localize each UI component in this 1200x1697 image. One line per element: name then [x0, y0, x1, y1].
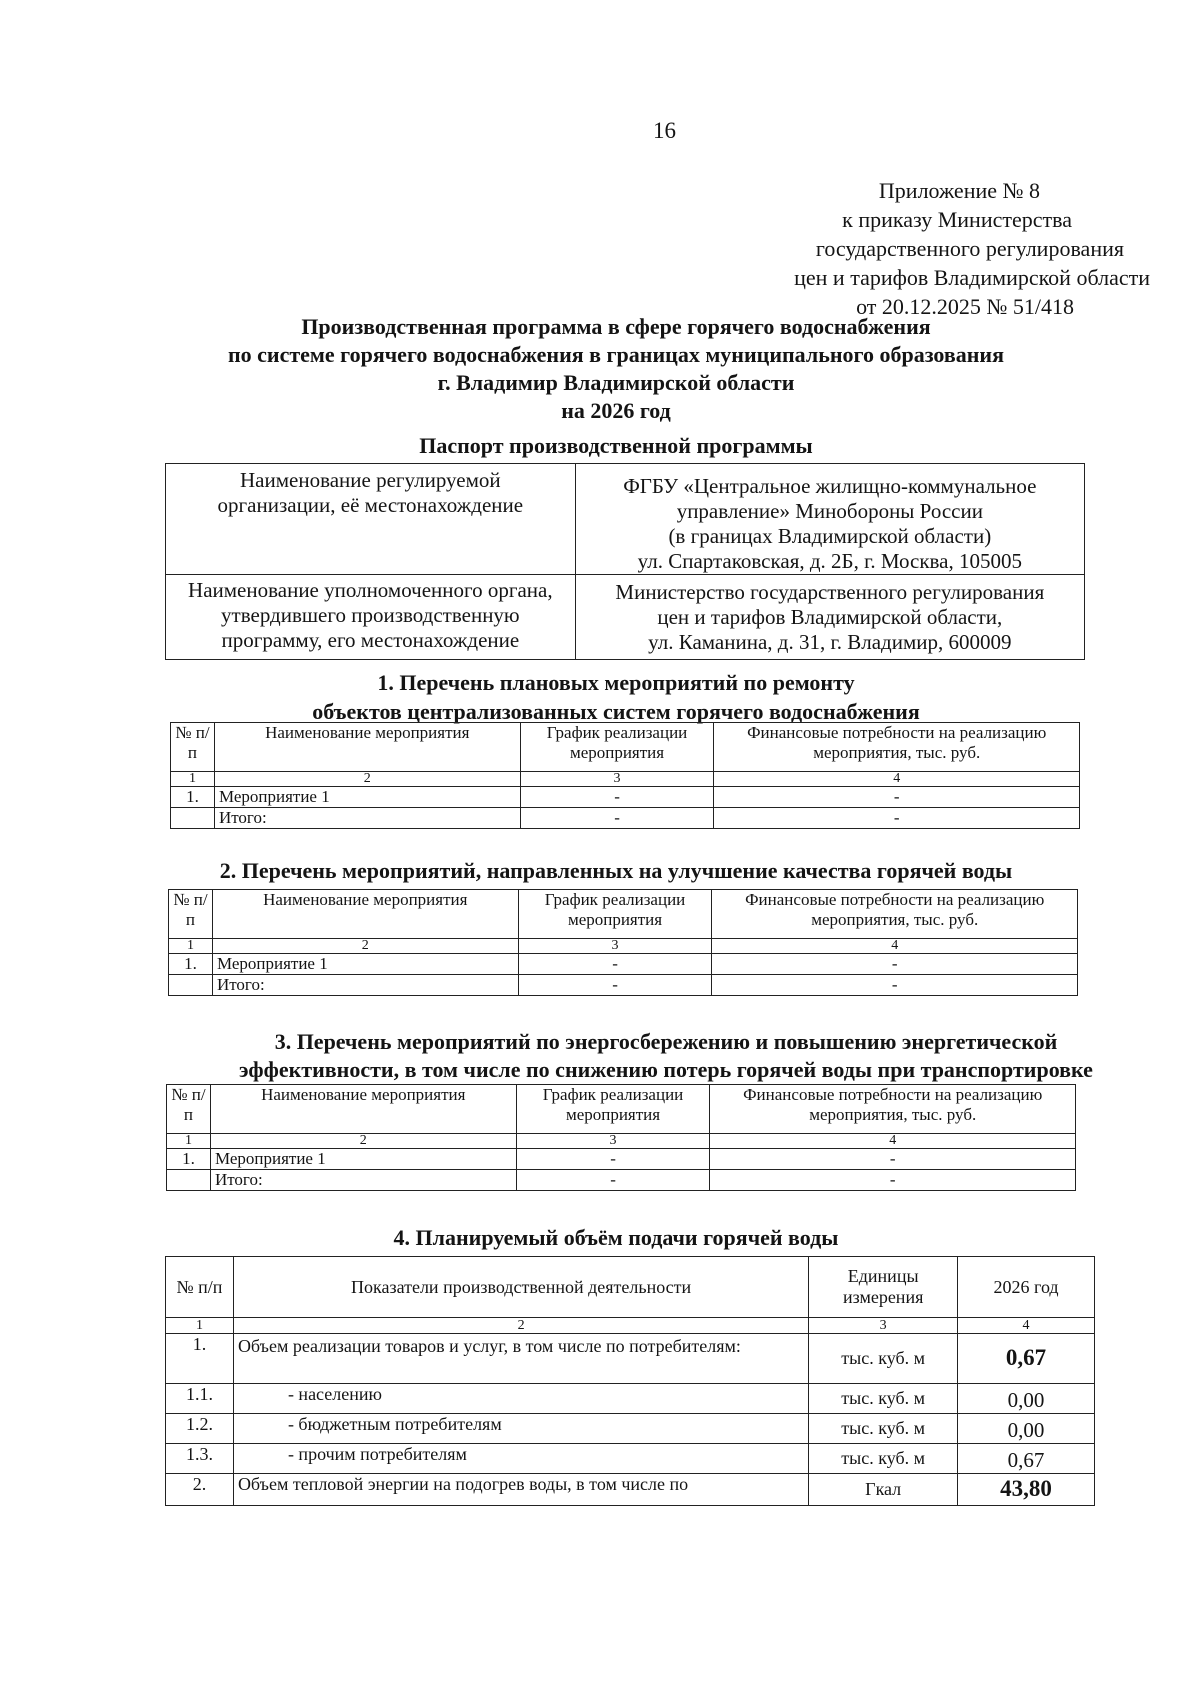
column-number: 1	[171, 772, 215, 787]
appendix-line: от 20.12.2025 № 51/418	[856, 294, 1074, 319]
passport-value-line: ул. Спартаковская, д. 2Б, г. Москва, 105005	[637, 549, 1022, 573]
indicator-name: - прочим потребителям	[233, 1444, 808, 1474]
value-2026: 0,67	[958, 1334, 1095, 1384]
table-header-row	[166, 1257, 1095, 1318]
table-row	[166, 1334, 1095, 1384]
total-cost: -	[710, 1170, 1076, 1191]
section3-heading	[166, 1028, 1166, 1084]
total-row	[171, 808, 1080, 829]
row-number	[171, 808, 215, 829]
appendix-line: цен и тарифов Владимирской области	[794, 265, 1150, 290]
appendix-line: Приложение № 8	[878, 178, 1040, 203]
column-number: 3	[809, 1318, 958, 1334]
indicator-name: Объем тепловой энергии на подогрев воды, в том числе по	[233, 1474, 808, 1506]
column-number: 3	[516, 1134, 710, 1149]
section1-table	[170, 722, 1080, 829]
passport-label: Наименование уполномоченного органа, утвердившего производственную программу, его местонахождение	[166, 575, 576, 660]
row-number	[167, 1170, 211, 1191]
passport-label: Наименование регулируемой организации, её местонахождение	[166, 464, 576, 575]
table-row	[166, 1444, 1095, 1474]
header-cell: Финансовые потребности на реализацию мероприятия, тыс. руб.	[710, 1085, 1076, 1134]
column-number: 4	[712, 939, 1078, 954]
indicator-name: - бюджетным потребителям	[233, 1414, 808, 1444]
table-header-row	[169, 890, 1078, 939]
row-number: 1.	[171, 787, 215, 808]
header-cell: № п/п	[171, 723, 215, 772]
header-cell: Наименование мероприятия	[210, 1085, 516, 1134]
column-number: 3	[518, 939, 712, 954]
header-cell: № п/п	[167, 1085, 211, 1134]
unit: тыс. куб. м	[809, 1444, 958, 1474]
activity-name: Мероприятие 1	[210, 1149, 516, 1170]
activity-name: Мероприятие 1	[214, 787, 520, 808]
column-number: 4	[958, 1318, 1095, 1334]
unit: Гкал	[809, 1474, 958, 1506]
header-cell: Показатели производственной деятельности	[233, 1257, 808, 1318]
activity-schedule: -	[516, 1149, 710, 1170]
total-cost: -	[714, 808, 1080, 829]
total-cost: -	[712, 975, 1078, 996]
total-label: Итого:	[210, 1170, 516, 1191]
heading-line: 3. Перечень мероприятий по энергосбережению и повышению энергетической	[274, 1029, 1058, 1054]
header-cell: График реализации мероприятия	[516, 1085, 710, 1134]
total-schedule: -	[516, 1170, 710, 1191]
header-cell: Финансовые потребности на реализацию мероприятия, тыс. руб.	[714, 723, 1080, 772]
value-2026: 0,00	[958, 1414, 1095, 1444]
total-label: Итого:	[214, 808, 520, 829]
row-number: 1.3.	[166, 1444, 234, 1474]
column-number: 2	[214, 772, 520, 787]
header-cell: Единицы измерения	[809, 1257, 958, 1318]
header-cell: График реализации мероприятия	[518, 890, 712, 939]
column-number: 1	[167, 1134, 211, 1149]
passport-value-line: (в границах Владимирской области)	[668, 524, 992, 548]
unit: тыс. куб. м	[809, 1334, 958, 1384]
heading-line: объектов централизованных систем горячего водоснабжения	[312, 699, 920, 724]
row-number: 1.2.	[166, 1414, 234, 1444]
column-number: 1	[169, 939, 213, 954]
appendix-block	[700, 176, 1150, 321]
page-number: 16	[653, 118, 676, 143]
passport-value-line: управление» Минобороны России	[676, 499, 983, 523]
section1-heading	[116, 668, 1116, 726]
heading-line: 1. Перечень плановых мероприятий по ремонту	[377, 670, 855, 695]
column-number: 1	[166, 1318, 234, 1334]
passport-value-line: цен и тарифов Владимирской области,	[657, 605, 1003, 629]
total-row	[169, 975, 1078, 996]
row-number: 1.	[166, 1334, 234, 1384]
passport-value-line: ФГБУ «Центральное жилищно-коммунальное	[623, 474, 1037, 498]
unit: тыс. куб. м	[809, 1384, 958, 1414]
passport-value	[575, 464, 1084, 575]
activity-name: Мероприятие 1	[212, 954, 518, 975]
column-number: 2	[233, 1318, 808, 1334]
column-number: 4	[714, 772, 1080, 787]
table-row	[169, 954, 1078, 975]
column-number: 2	[210, 1134, 516, 1149]
activity-cost: -	[712, 954, 1078, 975]
title-line: г. Владимир Владимирской области	[437, 370, 795, 395]
section2-table	[168, 889, 1078, 996]
document-title	[116, 313, 1116, 425]
section3-table	[166, 1084, 1076, 1191]
title-line: Производственная программа в сфере горячего водоснабжения	[301, 314, 931, 339]
column-number: 4	[710, 1134, 1076, 1149]
activity-schedule: -	[520, 787, 714, 808]
section2-heading: 2. Перечень мероприятий, направленных на улучшение качества горячей воды	[219, 858, 1013, 883]
column-number-row	[169, 939, 1078, 954]
table-row	[167, 1149, 1076, 1170]
row-number: 2.	[166, 1474, 234, 1506]
header-cell: График реализации мероприятия	[520, 723, 714, 772]
row-number: 1.	[169, 954, 213, 975]
value-2026: 43,80	[958, 1474, 1095, 1506]
appendix-line: к приказу Министерства	[842, 207, 1072, 232]
header-cell: № п/п	[169, 890, 213, 939]
column-number-row	[166, 1318, 1095, 1334]
activity-schedule: -	[518, 954, 712, 975]
table-header-row	[171, 723, 1080, 772]
header-cell: № п/п	[166, 1257, 234, 1318]
table-header-row	[167, 1085, 1076, 1134]
table-row	[166, 1384, 1095, 1414]
column-number: 3	[520, 772, 714, 787]
title-line: на 2026 год	[561, 398, 671, 423]
header-cell: Финансовые потребности на реализацию мероприятия, тыс. руб.	[712, 890, 1078, 939]
header-cell: Наименование мероприятия	[214, 723, 520, 772]
title-line: по системе горячего водоснабжения в границах муниципального образования	[227, 342, 1004, 367]
activity-cost: -	[714, 787, 1080, 808]
indicator-name: Объем реализации товаров и услуг, в том числе по потребителям:	[233, 1334, 808, 1384]
passport-heading: Паспорт производственной программы	[419, 433, 813, 458]
column-number: 2	[212, 939, 518, 954]
total-label: Итого:	[212, 975, 518, 996]
row-number	[169, 975, 213, 996]
section4-table	[165, 1256, 1095, 1506]
passport-value	[575, 575, 1084, 660]
passport-value-line: ул. Каманина, д. 31, г. Владимир, 600009	[648, 630, 1012, 654]
indicator-name: - населению	[233, 1384, 808, 1414]
passport-value-line: Министерство государственного регулирования	[615, 580, 1045, 604]
total-schedule: -	[518, 975, 712, 996]
passport-row	[166, 575, 1085, 660]
table-row	[171, 787, 1080, 808]
section4-heading: 4. Планируемый объём подачи горячей воды	[393, 1225, 839, 1250]
header-cell: 2026 год	[958, 1257, 1095, 1318]
passport-table	[165, 463, 1085, 660]
passport-row	[166, 464, 1085, 575]
unit: тыс. куб. м	[809, 1414, 958, 1444]
table-row	[166, 1474, 1095, 1506]
table-row	[166, 1414, 1095, 1444]
column-number-row	[167, 1134, 1076, 1149]
column-number-row	[171, 772, 1080, 787]
total-row	[167, 1170, 1076, 1191]
row-number: 1.	[167, 1149, 211, 1170]
activity-cost: -	[710, 1149, 1076, 1170]
header-cell: Наименование мероприятия	[212, 890, 518, 939]
value-2026: 0,00	[958, 1384, 1095, 1414]
row-number: 1.1.	[166, 1384, 234, 1414]
appendix-line: государственного регулирования	[815, 236, 1124, 261]
total-schedule: -	[520, 808, 714, 829]
heading-line: эффективности, в том числе по снижению потерь горячей воды при транспортировке	[239, 1057, 1093, 1082]
value-2026: 0,67	[958, 1444, 1095, 1474]
